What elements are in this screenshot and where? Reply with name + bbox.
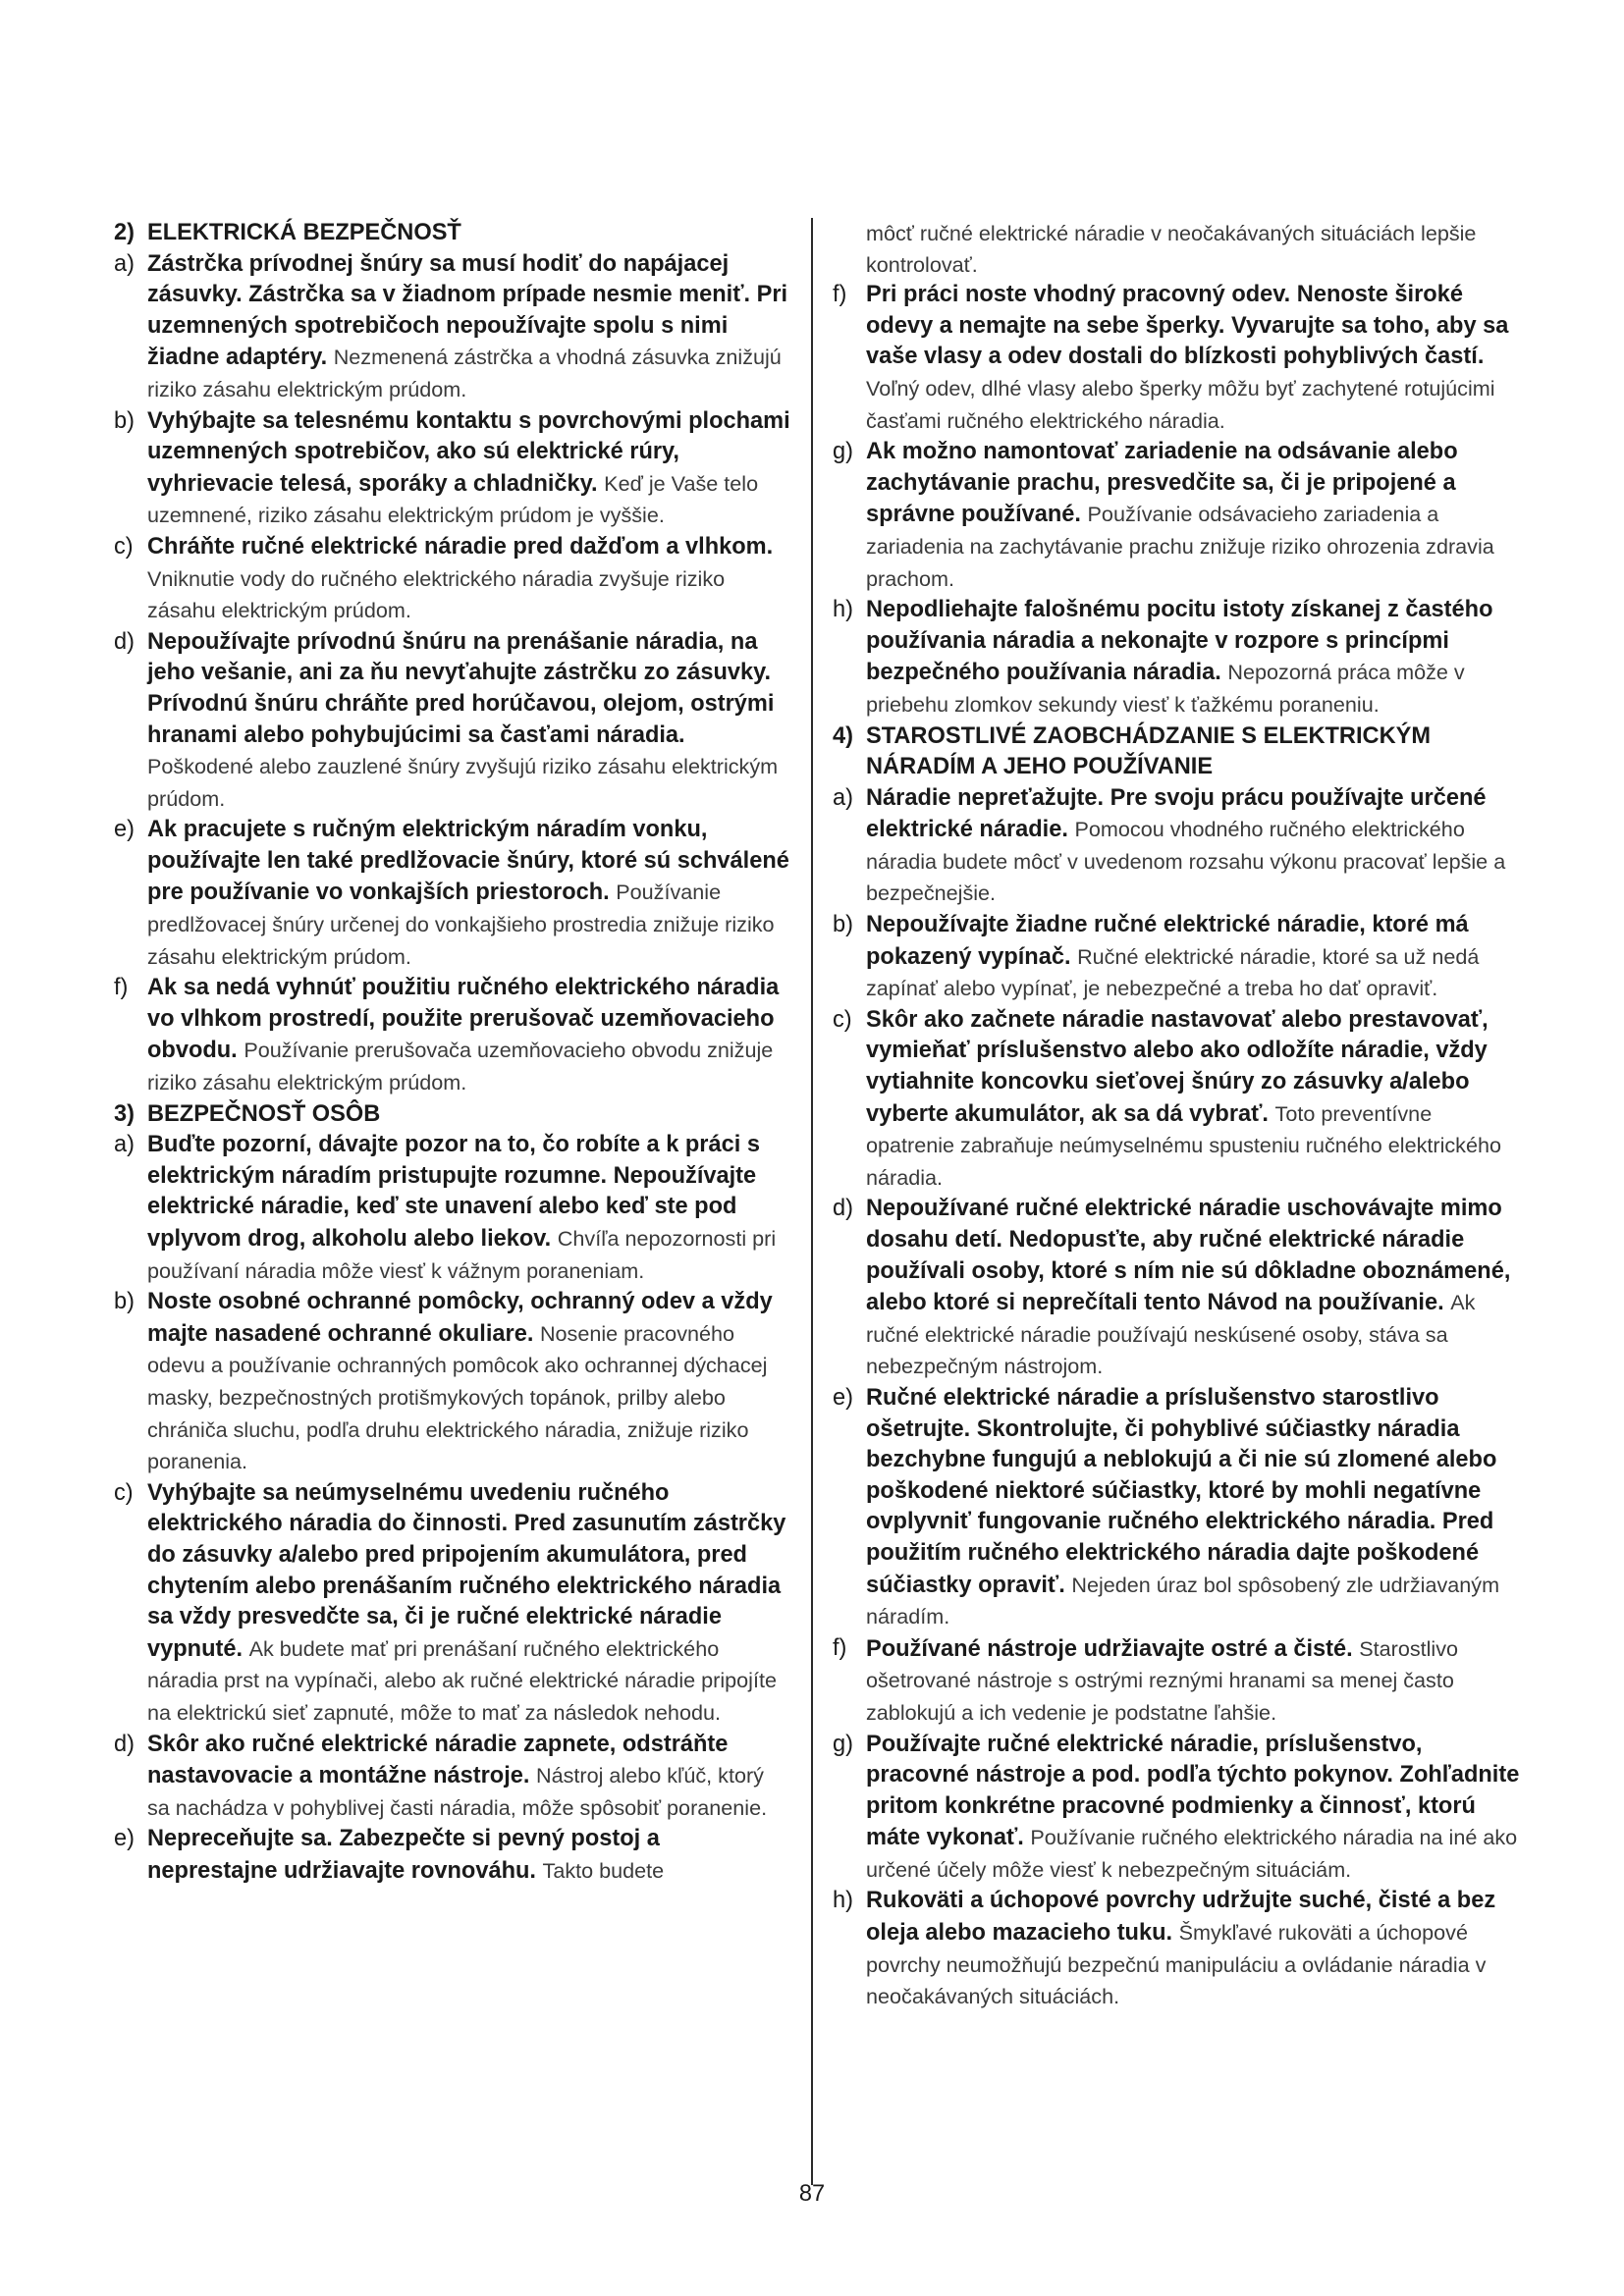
safety-item [833, 437, 1520, 595]
item-instruction: Používajte ručné elektrické náradie, príslušenstvo, pracovné nástroje a pod. podľa týchto pokynov. Zohľadnite pritom konkrétne pracovné podmienky a činnosť, ktorú máte vykonať. [866, 1731, 1520, 1851]
item-explanation: Používanie ručného elektrického náradia na iné ako určené účely môže viesť k nebezpečným situáciám. [866, 1825, 1518, 1882]
continued-text: môcť ručné elektrické náradie v neočakávaných situáciách lepšie kontrolovať. [866, 221, 1477, 277]
section-heading-personal-safety [114, 1099, 791, 1131]
item-explanation: Nástroj alebo kľúč, ktorý sa nachádza v pohyblivej časti náradia, môže spôsobiť poranenie. [147, 1763, 768, 1820]
item-explanation: Nezmenená zástrčka a vhodná zásuvka znižujú riziko zásahu elektrickým prúdom. [147, 345, 782, 401]
safety-item [833, 280, 1520, 437]
item-instruction: Nepreceňujte sa. Zabezpečte si pevný postoj a neprestajne udržiavajte rovnováhu. [147, 1826, 660, 1884]
safety-item [114, 1287, 791, 1478]
item-instruction: Ručné elektrické náradie a príslušenstvo starostlivo ošetrujte. Skontrolujte, či pohyblivé súčiastky náradia bezchybne fungujú a neblokujú a či nie sú zlomené alebo poškodené niektoré súčiastky, ktoré by mohli negatívne ovplyvniť fungovanie ručného elektrického náradia. Pred použitím ručného elektrického náradia dajte poškodené súčiastky opraviť. [866, 1384, 1497, 1598]
safety-item [114, 1478, 791, 1730]
item-letter: h) [833, 597, 853, 623]
item-explanation: Starostlivo ošetrované nástroje s ostrými reznými hranami sa menej často zablokujú a ich vedenie je podstatne ľahšie. [866, 1635, 1459, 1725]
safety-item [114, 627, 791, 816]
item-explanation: Ručné elektrické náradie, ktoré sa už nedá zapínať alebo vypínať, je nebezpečné a treba ho dať opraviť. [866, 943, 1480, 1001]
item-instruction: Chráňte ručné elektrické náradie pred dažďom a vlhkom. [147, 533, 774, 560]
item-instruction: Náradie nepreťažujte. Pre svoju prácu používajte určené elektrické náradie. [866, 784, 1487, 843]
item-explanation: Keď je Vaše telo uzemnené, riziko zásahu elektrickým prúdom je vyššie. [147, 470, 759, 528]
safety-item [833, 1730, 1520, 1887]
item-instruction: Ak možno namontovať zariadenie na odsávanie alebo zachytávanie prachu, presvedčite sa, či je pripojené a správne používané. [866, 439, 1458, 528]
item-explanation: Ak ručné elektrické náradie používajú neskúsené osoby, stáva sa nebezpečným nástrojom. [866, 1290, 1476, 1379]
item-letter: g) [833, 439, 853, 465]
safety-item [833, 910, 1520, 1005]
item-explanation: Nosenie pracovného odevu a používanie ochranných pomôcok ako ochrannej dýchacej masky, bezpečnostných protišmykových topánok, prilby alebo chrániča sluchu, podľa druhu elektrického náradia, znižuje riziko poranenia. [147, 1320, 768, 1474]
item-explanation: Ak budete mať pri prenášaní ručného elektrického náradia prst na vypínači, alebo ak ručné elektrické náradie pripojíte na elektrickú sieť zapnuté, môže to mať za následok nehodu. [147, 1635, 777, 1725]
safety-item [833, 1194, 1520, 1383]
safety-item [833, 1383, 1520, 1633]
safety-item [114, 1130, 791, 1287]
item-explanation: Používanie odsávacieho zariadenia a zariadenia na zachytávanie prachu znižuje riziko ohrozenia zdravia prachom. [866, 502, 1494, 591]
safety-item [833, 595, 1520, 721]
item-instruction: Noste osobné ochranné pomôcky, ochranný odev a vždy majte nasadené ochranné okuliare. [147, 1289, 773, 1347]
safety-item [114, 1824, 791, 1887]
item-letter: d) [114, 628, 135, 655]
left-column [114, 218, 791, 1887]
safety-item [833, 1005, 1520, 1195]
item-instruction: Skôr ako začnete náradie nastavovať alebo prestavovať, vymieňať príslušenstvo alebo ako odložíte náradie, vždy vytiahnite koncovku sieťovej šnúry zo zásuvky a/alebo vyberte akumulátor, ak sa dá vybrať. [866, 1006, 1489, 1127]
item-letter: h) [833, 1888, 853, 1914]
section-title: ELEKTRICKÁ BEZPEČNOSŤ [147, 220, 461, 245]
item-instruction: Nepoužívajte prívodnú šnúru na prenášanie náradia, na jeho vešanie, ani za ňu nevyťahujte zástrčku zo zásuvky. Prívodnú šnúru chráňte pred horúčavou, olejom, ostrými hranami alebo pohybujúcimi sa časťami náradia. [147, 628, 775, 748]
item-letter: d) [833, 1196, 853, 1222]
safety-item [114, 973, 791, 1098]
safety-item [114, 249, 791, 406]
item-instruction: Vyhýbajte sa neúmyselnému uvedeniu ručného elektrického náradia do činnosti. Pred zasunutím zástrčky do zásuvky a/alebo pred pripojením akumulátora, pred chytením alebo prenášaním ručného elektrického náradia sa vždy presvedčte sa, či je ručné elektrické náradie vypnuté. [147, 1479, 786, 1662]
item-explanation: Vniknutie vody do ručného elektrického náradia zvyšuje riziko zásahu elektrickým prúdom. [147, 565, 726, 623]
section-number: 3) [114, 1100, 135, 1127]
section-heading-electrical-safety [114, 218, 791, 249]
item-letter: d) [114, 1731, 135, 1757]
safety-item [833, 1886, 1520, 2012]
item-letter: b) [114, 1289, 135, 1315]
item-instruction: Ak pracujete s ručným elektrickým náradím vonku, používajte len také predlžovacie šnúry, ktoré sú schválené pre používanie vo vonkajších priestoroch. [147, 817, 789, 906]
section-title: STAROSTLIVÉ ZAOBCHÁDZANIE S ELEKTRICKÝM NÁRADÍM A JEHO POUŽÍVANIE [866, 722, 1431, 780]
item-instruction: Používané nástroje udržiavajte ostré a čisté. [866, 1635, 1353, 1662]
item-letter: e) [114, 1826, 135, 1852]
item-instruction: Vyhýbajte sa telesnému kontaktu s povrchovými plochami uzemnených spotrebičov, ako sú elektrické rúry, vyhrievacie telesá, sporáky a chladničky. [147, 407, 790, 497]
column-divider [811, 218, 813, 2185]
item-letter: f) [114, 975, 129, 1001]
item-instruction: Buďte pozorní, dávajte pozor na to, čo robíte a k práci s elektrickým náradím pristupujte rozumne. Nepoužívajte elektrické náradie, keď ste unavení alebo keď ste pod vplyvom drog, alkoholu alebo liekov. [147, 1132, 760, 1252]
item-instruction: Nepoužívané ručné elektrické náradie uschovávajte mimo dosahu detí. Nedopusťte, aby ručné elektrické náradie používali osoby, ktoré s ním nie sú dôkladne oboznámené, alebo ktoré si neprečítali tento Návod na používanie. [866, 1196, 1511, 1316]
section-title: BEZPEČNOSŤ OSÔB [147, 1100, 381, 1127]
safety-item [833, 1633, 1520, 1730]
item-letter: e) [833, 1384, 853, 1411]
item-instruction: Nepodliehajte falošnému pocitu istoty získanej z častého používania náradia a nekonajte v rozpore s princípmi bezpečného používania náradia. [866, 597, 1493, 686]
item-instruction: Nepoužívajte žiadne ručné elektrické náradie, ktoré má pokazený vypínač. [866, 912, 1469, 970]
safety-item [114, 815, 791, 973]
item-explanation: Šmykľavé rukoväti a úchopové povrchy neumožňujú bezpečnú manipuláciu a ovládanie náradia v neočakávaných situáciách. [866, 1920, 1487, 2009]
item-letter: c) [114, 1479, 134, 1506]
item-explanation: Takto budete [542, 1857, 665, 1883]
item-explanation: Toto preventívne opatrenie zabraňuje neúmyselnému spusteniu ručného elektrického náradia. [866, 1100, 1502, 1190]
item-letter: b) [833, 912, 853, 938]
item-letter: f) [833, 1634, 847, 1661]
item-explanation: Nepozorná práca môže v priebehu zlomkov sekundy viesť k ťažkému poraneniu. [866, 660, 1465, 717]
item-explanation: Voľný odev, dlhé vlasy alebo šperky môžu byť zachytené rotujúcimi časťami ručného elektrického náradia. [866, 375, 1495, 433]
right-column [833, 218, 1520, 2013]
item-explanation: Poškodené alebo zauzlené šnúry zvyšujú riziko zásahu elektrickým prúdom. [147, 754, 779, 811]
item-instruction: Ak sa nedá vyhnúť použitiu ručného elektrického náradia vo vlhkom prostredí, použite prerušovač uzemňovacieho obvodu. [147, 975, 780, 1064]
safety-item [114, 406, 791, 532]
section-heading-tool-use-care [833, 721, 1520, 783]
section-number: 4) [833, 722, 853, 749]
item-instruction: Skôr ako ručné elektrické náradie zapnete, odstráňte nastavovacie a montážne nástroje. [147, 1731, 729, 1789]
item-letter: a) [114, 1132, 135, 1158]
item-letter: f) [833, 282, 847, 308]
item-explanation: Nejeden úraz bol spôsobený zle udržiavaným náradím. [866, 1572, 1500, 1629]
safety-item [833, 783, 1520, 910]
item-instruction: Rukoväti a úchopové povrchy udržujte suché, čisté a bez oleja alebo mazacieho tuku. [866, 1888, 1496, 1947]
item-letter: g) [833, 1731, 853, 1757]
item-letter: c) [114, 533, 134, 560]
safety-item [114, 532, 791, 627]
item-explanation: Pomocou vhodného ručného elektrického náradia budete môcť v uvedenom rozsahu výkonu pracovať lepšie a bezpečnejšie. [866, 817, 1506, 906]
item-explanation: Chvíľa nepozornosti pri používaní náradia môže viesť k vážnym poraneniam. [147, 1226, 777, 1283]
item-letter: e) [114, 817, 135, 843]
item-explanation: Používanie prerušovača uzemňovacieho obvodu znižuje riziko zásahu elektrickým prúdom. [147, 1038, 774, 1095]
item-letter: a) [833, 784, 853, 811]
item-instruction: Pri práci noste vhodný pracovný odev. Nenoste široké odevy a nemajte na sebe šperky. Vyvarujte sa toho, aby sa vaše vlasy a odev dostali do blízkosti pohyblivých častí. [866, 282, 1509, 370]
item-letter: b) [114, 407, 135, 434]
safety-item [114, 1730, 791, 1825]
page-number: 87 [798, 2181, 826, 2207]
item-letter: c) [833, 1006, 852, 1033]
item-explanation: Používanie predlžovacej šnúry určenej do vonkajšieho prostredia znižuje riziko zásahu elektrickým prúdom. [147, 880, 775, 969]
item-instruction: Zástrčka prívodnej šnúry sa musí hodiť do napájacej zásuvky. Zástrčka sa v žiadnom prípade nesmie meniť. Pri uzemnených spotrebičoch nepoužívajte spolu s nimi žiadne adaptéry. [147, 250, 788, 371]
section-number: 2) [114, 220, 135, 245]
item-letter: a) [114, 250, 135, 277]
